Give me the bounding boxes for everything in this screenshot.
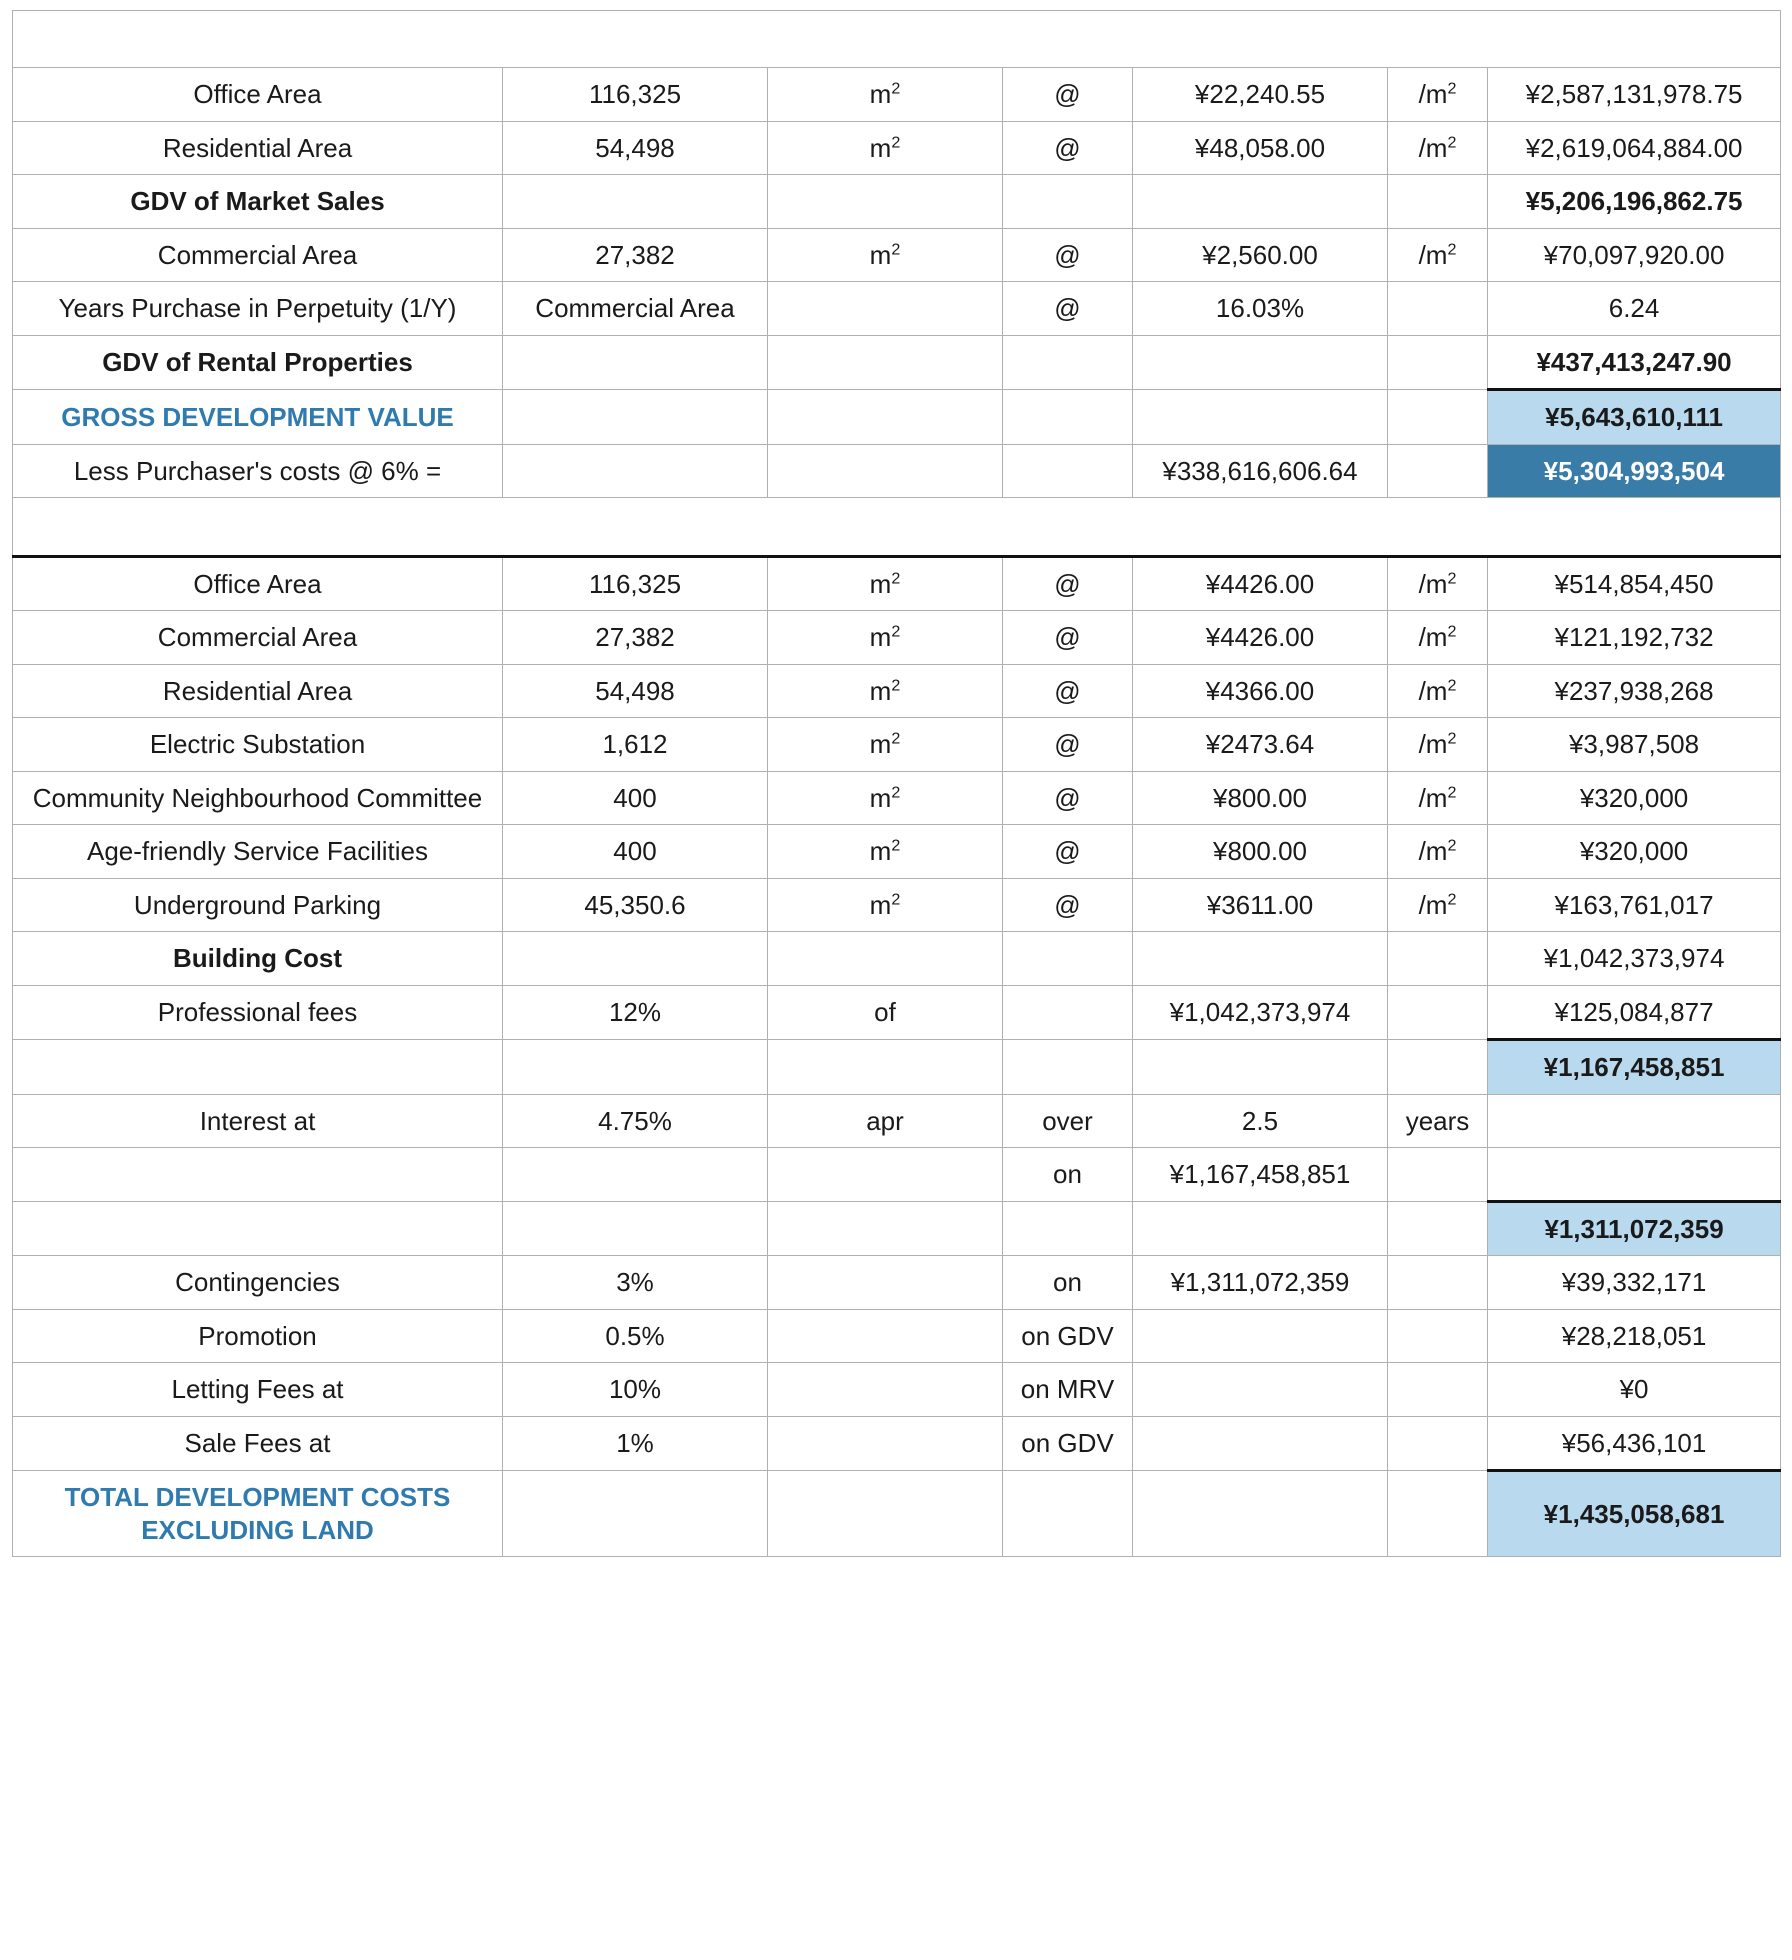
row-label: Residential Area — [13, 664, 503, 718]
row-total: ¥39,332,171 — [1488, 1256, 1781, 1310]
row-rate — [1133, 1309, 1388, 1363]
row-quantity: 400 — [503, 825, 768, 879]
row-total: ¥121,192,732 — [1488, 611, 1781, 665]
row-at: @ — [1003, 611, 1133, 665]
row-per-unit — [1388, 1363, 1488, 1417]
row-label: Less Purchaser's costs @ 6% = — [13, 444, 503, 498]
table-row-total-gdv — [13, 390, 1781, 445]
row-unit: apr — [768, 1094, 1003, 1148]
table-row — [13, 771, 1781, 825]
row-quantity — [503, 1201, 768, 1256]
row-quantity — [503, 175, 768, 229]
row-rate: ¥3611.00 — [1133, 878, 1388, 932]
row-quantity: 27,382 — [503, 611, 768, 665]
section-header-gdv — [13, 11, 1781, 68]
row-at: on MRV — [1003, 1363, 1133, 1417]
row-at: @ — [1003, 68, 1133, 122]
row-per-unit — [1388, 1040, 1488, 1095]
row-quantity: 27,382 — [503, 228, 768, 282]
row-at: @ — [1003, 718, 1133, 772]
row-at: @ — [1003, 878, 1133, 932]
row-at: over — [1003, 1094, 1133, 1148]
row-rate — [1133, 932, 1388, 986]
row-at: @ — [1003, 771, 1133, 825]
row-label: Building Cost — [13, 932, 503, 986]
row-rate — [1133, 1363, 1388, 1417]
row-quantity: 116,325 — [503, 68, 768, 122]
row-per-unit — [1388, 1256, 1488, 1310]
row-per-unit: $/m^2$ — [1388, 825, 1488, 879]
row-total: ¥320,000 — [1488, 771, 1781, 825]
row-quantity: 116,325 — [503, 556, 768, 611]
row-per-unit — [1388, 1201, 1488, 1256]
row-quantity — [503, 444, 768, 498]
row-label: Sale Fees at — [13, 1416, 503, 1471]
row-unit — [768, 1471, 1003, 1557]
row-per-unit — [1388, 335, 1488, 390]
row-unit — [768, 1040, 1003, 1095]
row-rate — [1133, 175, 1388, 229]
row-per-unit — [1388, 175, 1488, 229]
row-quantity: 4.75% — [503, 1094, 768, 1148]
row-at — [1003, 390, 1133, 445]
row-quantity: 1% — [503, 1416, 768, 1471]
row-label: Interest at — [13, 1094, 503, 1148]
row-label: TOTAL DEVELOPMENT COSTS EXCLUDING LAND — [13, 1471, 503, 1557]
row-quantity: 54,498 — [503, 121, 768, 175]
row-per-unit — [1388, 1471, 1488, 1557]
row-label: GDV of Market Sales — [13, 175, 503, 229]
row-per-unit: $/m^2$ — [1388, 771, 1488, 825]
row-label: Residential Area — [13, 121, 503, 175]
table-row — [13, 718, 1781, 772]
row-label: Office Area — [13, 556, 503, 611]
table-row — [13, 1416, 1781, 1471]
row-total: ¥2,587,131,978.75 — [1488, 68, 1781, 122]
table-row-interest-base — [13, 1148, 1781, 1202]
row-per-unit — [1388, 985, 1488, 1040]
row-total: ¥56,436,101 — [1488, 1416, 1781, 1471]
table-row — [13, 1309, 1781, 1363]
table-row — [13, 1363, 1781, 1417]
row-quantity: Commercial Area — [503, 282, 768, 336]
section-title-gdv: Gross Development Value — [13, 11, 1781, 68]
row-unit — [768, 282, 1003, 336]
row-label: Contingencies — [13, 1256, 503, 1310]
row-rate: ¥1,167,458,851 — [1133, 1148, 1388, 1202]
row-label: GROSS DEVELOPMENT VALUE — [13, 390, 503, 445]
table-row — [13, 664, 1781, 718]
table-row-subtotal-costs — [13, 1040, 1781, 1095]
row-quantity: 1,612 — [503, 718, 768, 772]
row-at: on GDV — [1003, 1416, 1133, 1471]
table-row-subtotal — [13, 932, 1781, 986]
row-unit: $m^2$ — [768, 664, 1003, 718]
row-per-unit: $/m^2$ — [1388, 718, 1488, 772]
row-unit: $m^2$ — [768, 68, 1003, 122]
table-row — [13, 878, 1781, 932]
row-unit: $m^2$ — [768, 825, 1003, 879]
row-quantity — [503, 932, 768, 986]
row-quantity: 0.5% — [503, 1309, 768, 1363]
row-quantity: 10% — [503, 1363, 768, 1417]
row-total: ¥1,167,458,851 — [1488, 1040, 1781, 1095]
row-unit — [768, 1201, 1003, 1256]
row-rate — [1133, 335, 1388, 390]
row-label: Years Purchase in Perpetuity (1/Y) — [13, 282, 503, 336]
row-per-unit — [1388, 282, 1488, 336]
row-label: Community Neighbourhood Committee — [13, 771, 503, 825]
row-rate — [1133, 390, 1388, 445]
row-quantity — [503, 1471, 768, 1557]
row-rate: ¥48,058.00 — [1133, 121, 1388, 175]
row-unit: $m^2$ — [768, 878, 1003, 932]
row-per-unit: $/m^2$ — [1388, 664, 1488, 718]
row-rate: ¥338,616,606.64 — [1133, 444, 1388, 498]
row-at — [1003, 932, 1133, 986]
row-label: Electric Substation — [13, 718, 503, 772]
row-at: @ — [1003, 664, 1133, 718]
row-total: ¥3,987,508 — [1488, 718, 1781, 772]
table-row — [13, 1256, 1781, 1310]
row-total: ¥437,413,247.90 — [1488, 335, 1781, 390]
row-per-unit: $/m^2$ — [1388, 878, 1488, 932]
row-total: ¥28,218,051 — [1488, 1309, 1781, 1363]
row-per-unit: $/m^2$ — [1388, 556, 1488, 611]
row-at: @ — [1003, 121, 1133, 175]
row-label: Age-friendly Service Facilities — [13, 825, 503, 879]
row-label — [13, 1040, 503, 1095]
row-quantity — [503, 335, 768, 390]
table-row — [13, 556, 1781, 611]
row-at: @ — [1003, 228, 1133, 282]
table-row-subtotal — [13, 335, 1781, 390]
row-unit — [768, 1363, 1003, 1417]
row-unit — [768, 335, 1003, 390]
section-title-costs: Development Costs — [13, 498, 1781, 556]
row-quantity — [503, 390, 768, 445]
row-label — [13, 1148, 503, 1202]
row-rate: ¥1,311,072,359 — [1133, 1256, 1388, 1310]
table-row-total-costs — [13, 1471, 1781, 1557]
row-label: Commercial Area — [13, 611, 503, 665]
row-unit: $m^2$ — [768, 121, 1003, 175]
row-quantity: 3% — [503, 1256, 768, 1310]
row-total: ¥0 — [1488, 1363, 1781, 1417]
row-rate: ¥1,042,373,974 — [1133, 985, 1388, 1040]
table-row-purchaser-costs — [13, 444, 1781, 498]
row-total: ¥125,084,877 — [1488, 985, 1781, 1040]
row-label: GDV of Rental Properties — [13, 335, 503, 390]
row-at — [1003, 1201, 1133, 1256]
row-unit: of — [768, 985, 1003, 1040]
row-rate: ¥4426.00 — [1133, 611, 1388, 665]
row-per-unit: $/m^2$ — [1388, 611, 1488, 665]
table-row-subtotal — [13, 175, 1781, 229]
row-total: ¥70,097,920.00 — [1488, 228, 1781, 282]
row-rate: ¥4426.00 — [1133, 556, 1388, 611]
row-at: on — [1003, 1256, 1133, 1310]
row-label: Underground Parking — [13, 878, 503, 932]
row-quantity — [503, 1148, 768, 1202]
row-unit — [768, 1148, 1003, 1202]
row-total: ¥163,761,017 — [1488, 878, 1781, 932]
row-rate: ¥4366.00 — [1133, 664, 1388, 718]
row-per-unit — [1388, 1148, 1488, 1202]
row-label: Commercial Area — [13, 228, 503, 282]
row-rate: ¥800.00 — [1133, 825, 1388, 879]
row-per-unit — [1388, 1416, 1488, 1471]
table-row — [13, 611, 1781, 665]
row-at — [1003, 175, 1133, 229]
row-at: @ — [1003, 556, 1133, 611]
row-total — [1488, 1094, 1781, 1148]
row-total: ¥237,938,268 — [1488, 664, 1781, 718]
row-at — [1003, 444, 1133, 498]
row-label: Promotion — [13, 1309, 503, 1363]
row-rate — [1133, 1471, 1388, 1557]
row-unit — [768, 932, 1003, 986]
row-total: ¥514,854,450 — [1488, 556, 1781, 611]
row-rate: ¥2,560.00 — [1133, 228, 1388, 282]
row-unit: $m^2$ — [768, 718, 1003, 772]
row-per-unit: years — [1388, 1094, 1488, 1148]
row-per-unit: $/m^2$ — [1388, 121, 1488, 175]
row-total: ¥5,304,993,504 — [1488, 444, 1781, 498]
row-label — [13, 1201, 503, 1256]
table-row-interest — [13, 1094, 1781, 1148]
row-per-unit: $/m^2$ — [1388, 68, 1488, 122]
row-unit — [768, 1256, 1003, 1310]
row-label: Letting Fees at — [13, 1363, 503, 1417]
row-total — [1488, 1148, 1781, 1202]
row-at — [1003, 1040, 1133, 1095]
row-per-unit — [1388, 1309, 1488, 1363]
row-per-unit: $/m^2$ — [1388, 228, 1488, 282]
row-quantity: 54,498 — [503, 664, 768, 718]
row-total: ¥1,311,072,359 — [1488, 1201, 1781, 1256]
row-unit — [768, 444, 1003, 498]
row-unit: $m^2$ — [768, 611, 1003, 665]
row-unit — [768, 390, 1003, 445]
row-unit: $m^2$ — [768, 556, 1003, 611]
row-at: on — [1003, 1148, 1133, 1202]
row-label: Office Area — [13, 68, 503, 122]
row-total: ¥1,435,058,681 — [1488, 1471, 1781, 1557]
row-per-unit — [1388, 390, 1488, 445]
row-total: ¥5,643,610,111 — [1488, 390, 1781, 445]
row-per-unit — [1388, 444, 1488, 498]
row-rate: ¥800.00 — [1133, 771, 1388, 825]
row-quantity: 12% — [503, 985, 768, 1040]
row-total: ¥5,206,196,862.75 — [1488, 175, 1781, 229]
row-at — [1003, 1471, 1133, 1557]
section-header-costs — [13, 498, 1781, 556]
row-rate: ¥2473.64 — [1133, 718, 1388, 772]
row-per-unit — [1388, 932, 1488, 986]
table-row — [13, 68, 1781, 122]
row-unit — [768, 1416, 1003, 1471]
table-row — [13, 985, 1781, 1040]
row-quantity — [503, 1040, 768, 1095]
row-rate: 16.03% — [1133, 282, 1388, 336]
table-row — [13, 282, 1781, 336]
row-label: Professional fees — [13, 985, 503, 1040]
row-quantity: 400 — [503, 771, 768, 825]
row-at — [1003, 335, 1133, 390]
row-rate: 2.5 — [1133, 1094, 1388, 1148]
row-at: @ — [1003, 825, 1133, 879]
row-total: ¥1,042,373,974 — [1488, 932, 1781, 986]
row-at: @ — [1003, 282, 1133, 336]
row-rate — [1133, 1416, 1388, 1471]
table-row-subtotal-with-interest — [13, 1201, 1781, 1256]
row-at: on GDV — [1003, 1309, 1133, 1363]
row-rate — [1133, 1201, 1388, 1256]
row-at — [1003, 985, 1133, 1040]
row-rate: ¥22,240.55 — [1133, 68, 1388, 122]
row-unit: $m^2$ — [768, 228, 1003, 282]
table-row — [13, 228, 1781, 282]
table-row — [13, 825, 1781, 879]
row-total: ¥320,000 — [1488, 825, 1781, 879]
row-unit: $m^2$ — [768, 771, 1003, 825]
row-total: ¥2,619,064,884.00 — [1488, 121, 1781, 175]
table-row — [13, 121, 1781, 175]
development-appraisal-table — [12, 10, 1781, 1557]
row-unit — [768, 175, 1003, 229]
row-total: 6.24 — [1488, 282, 1781, 336]
row-unit — [768, 1309, 1003, 1363]
row-quantity: 45,350.6 — [503, 878, 768, 932]
row-rate — [1133, 1040, 1388, 1095]
